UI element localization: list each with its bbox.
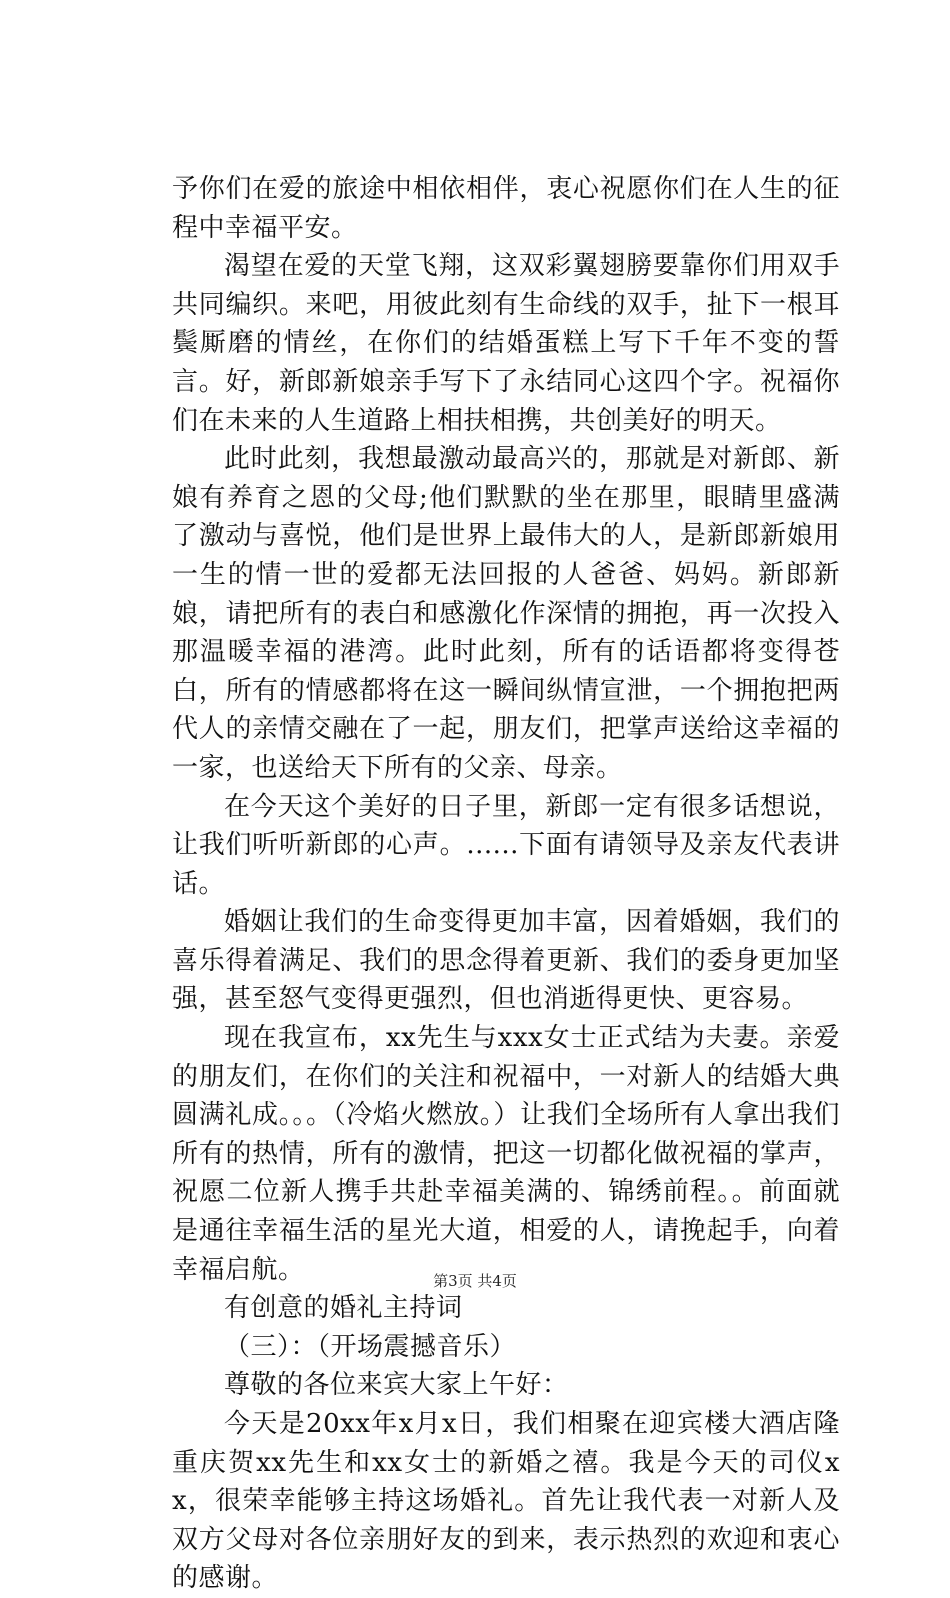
paragraph: 现在我宣布，xx先生与xxx女士正式结为夫妻。亲爱的朋友们，在你们的关注和祝福中，一对新人的结婚大典圆满礼成。。。（冷焰火燃放。）让我们全场所有人拿出我们所有的热情，所有的激情，把这一切都化做祝福的掌声，祝愿二位新人携手共赴幸福美满的、锦绣前程。。前面就是通往幸福生活的星光大道，相爱的人，请挽起手，向着幸福启航。 [172,1023,840,1285]
section-subheading: （三）：（开场震撼音乐） [224,1331,517,1362]
greeting-line: 尊敬的各位来宾大家上午好： [224,1370,569,1401]
body-text [172,170,840,1598]
paragraph: 此时此刻，我想最激动最高兴的，那就是对新郎、新娘有养育之恩的父母;他们默默的坐在那里，眼睛里盛满了激动与喜悦，他们是世界上最伟大的人，是新郎新娘用一生的情一世的爱都无法回报的人爸爸、妈妈。新郎新娘，请把所有的表白和感激化作深情的拥抱，再一次投入那温暖幸福的港湾。此时此刻，所有的话语都将变得苍白，所有的情感都将在这一瞬间纵情宣泄，一个拥抱把两代人的亲情交融在了一起，朋友们，把掌声送给这幸福的一家，也送给天下所有的父亲、母亲。 [172,444,840,783]
paragraph: 渴望在爱的天堂飞翔，这双彩翼翅膀要靠你们用双手共同编织。来吧，用彼此刻有生命线的双手，扯下一根耳鬓厮磨的情丝，在你们的结婚蛋糕上写下千年不变的誓言。好，新郎新娘亲手写下了永结同心这四个字。祝福你们在未来的人生道路上相扶相携，共创美好的明天。 [172,251,840,436]
paragraph-continued: 予你们在爱的旅途中相依相伴，衷心祝愿你们在人生的征程中幸福平安。 [172,174,840,243]
paragraph: 婚姻让我们的生命变得更加丰富，因着婚姻，我们的喜乐得着满足、我们的思念得着更新、我们的委身更加坚强，甚至怒气变得更强烈，但也消逝得更快、更容易。 [172,907,840,1015]
paragraph: 在今天这个美好的日子里，新郎一定有很多话想说，让我们听听新郎的心声。......下面有请领导及亲友代表讲话。 [172,791,840,899]
page-footer: 第3页 共4页 [433,1272,517,1290]
section-heading: 有创意的婚礼主持词 [224,1293,463,1324]
paragraph: 今天是20xx年x月x日，我们相聚在迎宾楼大酒店隆重庆贺xx先生和xx女士的新婚之禧。我是今天的司仪xx，很荣幸能够主持这场婚礼。首先让我代表一对新人及双方父母对各位亲朋好友的到来，表示热烈的欢迎和衷心的感谢。 [172,1409,840,1594]
